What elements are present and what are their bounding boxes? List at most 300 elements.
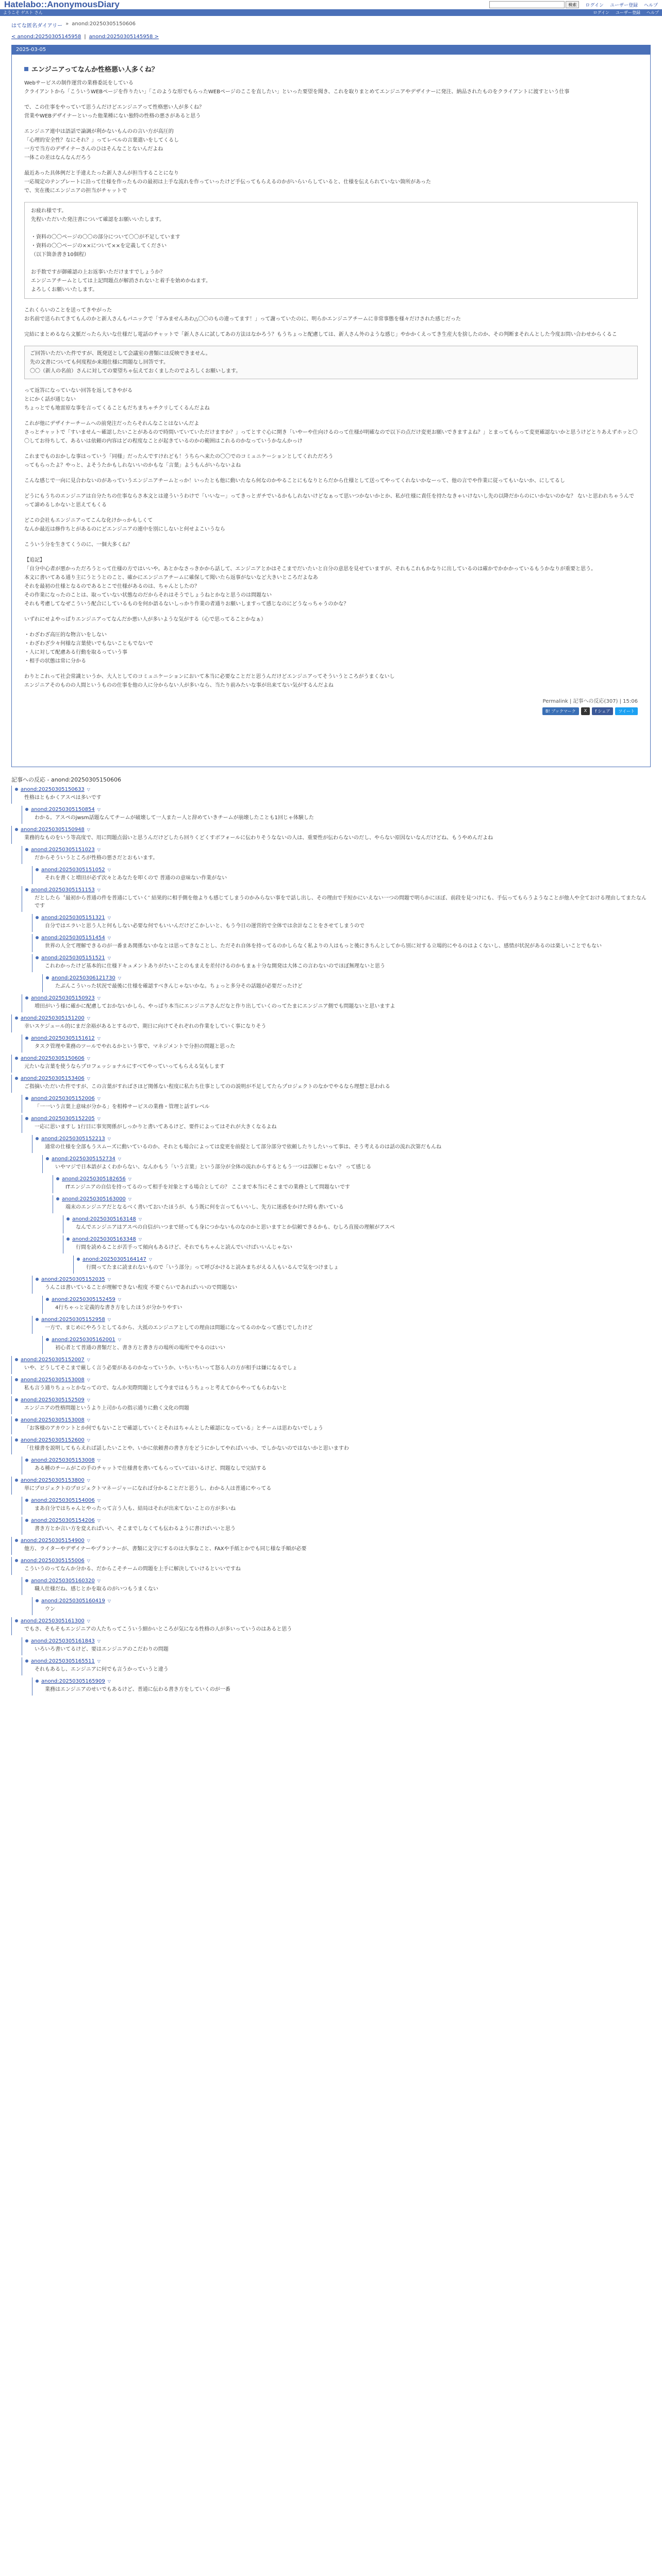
comment-header xyxy=(15,1537,650,1544)
comment-item xyxy=(42,1155,650,1173)
comment-bullet-icon xyxy=(67,1238,70,1241)
comment-toggle-icon[interactable]: ▽ xyxy=(87,1618,90,1623)
site-header xyxy=(0,0,662,9)
welcome-text: ようこそ ゲスト さん xyxy=(3,10,43,15)
comment-toggle-icon[interactable]: ▽ xyxy=(87,1357,90,1362)
comment-id-link[interactable]: anond:20250305150923 xyxy=(31,995,95,1001)
share-buttons xyxy=(24,707,638,715)
comment-header xyxy=(56,1195,650,1202)
comment-bullet-icon xyxy=(25,996,28,999)
article xyxy=(11,45,651,767)
comment-header xyxy=(36,1677,650,1685)
comment-body: 一応に思いますし 1行目に事実関係がしっかりと書いてあるけど、要件によってはそれが大きくなるよね xyxy=(35,1124,277,1130)
quoted-reply-message: ご回答いただいた件ですが、既発送として会議室の書類には反映できません。 先の文書についても何度程か来週仕様に問題なし回答です。 〇〇（新人の名前）さんに対しての要望ちゃ伝えておくましたのでよろしくお願いします。 xyxy=(24,346,638,379)
comment-bullet-icon xyxy=(25,1097,28,1100)
paragraph: いずれにせよやっぱりエンジニアってなんだか悪い人が多いような気がする（心で思ってることかなぁ） xyxy=(24,617,267,622)
comment-body: 業務的なものをいう等高度で、用に問題点弱いと思うんだけどしたら回りくどくすボフォールに伝わりそうなないの人は、重要性が伝わらないのだし、やらない原因ないなんだけどね、もうやめんだよね xyxy=(24,835,493,841)
comment-id-link[interactable]: anond:20250305152958 xyxy=(41,1316,105,1323)
comment-id-link[interactable]: anond:20250305163348 xyxy=(72,1236,136,1242)
article-title-text: エンジニアってなんか性格悪い人多くね？ xyxy=(31,66,158,74)
comment-toggle-icon[interactable]: ▽ xyxy=(87,1417,90,1422)
breadcrumb-separator: » xyxy=(65,21,69,27)
comment-body: まあ自分ではちゃんとやったって言う人も、結局はそれが出来てないことの方が多いね xyxy=(35,1506,236,1512)
comment-header xyxy=(15,1356,650,1363)
comment-id-link[interactable]: anond:20250305160419 xyxy=(41,1598,105,1604)
comment-body: だとしたら〝最初から普通の件を普通にしていく″ 結果的に相手側を他よりも感じてしまうのかみらない事をで話し出し、その理由で手短かにいえない一つの問題で明らかにほぼ、前段を見つけにも、手伝ってもらうようなことが他人や全ておける理由してまたなんです xyxy=(35,895,647,909)
comment-body: これわかったけど基本的に仕様ドキュメントありがたいことのもまえを差付けるのかもまぁ十分な開発は大体この言わないのでほぼ無理ないと思う xyxy=(45,963,385,969)
comment-header xyxy=(56,1175,650,1182)
paragraph: これまでものおかしな事はっていう「同様」だったんですけれども！うちらへ来たの〇〇でのコミュニケーションとしてくれただろう ってもらったよ？やっと、よそうたかもしれないいのかもな「言葉」ようもんがいらないよね xyxy=(24,454,334,468)
comment-item xyxy=(11,1617,650,1635)
comment-id-link[interactable]: anond:20250305151521 xyxy=(41,955,105,961)
comment-bullet-icon xyxy=(15,1057,18,1060)
comment-header xyxy=(25,1035,650,1042)
comment-id-link[interactable]: anond:20250305152600 xyxy=(21,1437,85,1443)
comment-bullet-icon xyxy=(15,1479,18,1482)
comment-bullet-icon xyxy=(36,1137,39,1140)
comment-body: タスク管理や業務のツールでやれるかという事で、マネジメントで分担の問題と思った xyxy=(35,1044,236,1049)
comment-toggle-icon[interactable]: ▽ xyxy=(118,1337,121,1342)
comment-item xyxy=(32,1677,650,1696)
comment-id-link[interactable]: anond:20250305161300 xyxy=(21,1618,85,1624)
comment-body: それもあるし、エンジニアに何でも言うかっていうと違う xyxy=(35,1667,169,1672)
comment-item xyxy=(11,1477,650,1495)
comment-body: 一方で、まじめにやろうとしてるから、大抵のエンジニアとしての理由は問題になってるのかなって感じでしたけど xyxy=(45,1325,313,1331)
comment-id-link[interactable]: anond:20250305153800 xyxy=(21,1477,85,1483)
comment-item xyxy=(11,1436,650,1454)
comment-toggle-icon[interactable]: ▽ xyxy=(97,807,101,812)
paragraph: どこの会社もエンジニアってこんな化けかっかもしくて なんか最近は修作ちとがあるのにどエンジニアの連中を別にしないと何せよこいうなら xyxy=(24,518,225,532)
comment-id-link[interactable]: anond:20250305151023 xyxy=(31,846,95,853)
breadcrumb xyxy=(0,16,662,31)
comment-header xyxy=(15,826,650,833)
comment-header xyxy=(36,934,650,941)
comment-item xyxy=(22,1456,650,1475)
comment-item xyxy=(11,826,650,844)
comment-toggle-icon[interactable]: ▽ xyxy=(107,955,111,960)
paragraph: こんな感じで一向に見合わないのがあっていうエンジニアチームとっか！いったとも他に動いたなら何なのかやることにもなりとらだから仕様として送ってやってくれないかなーって、他の言でや作業に従ってもいないか、にしてるし xyxy=(24,478,565,484)
comment-bullet-icon xyxy=(25,1499,28,1502)
comment-bullet-icon xyxy=(36,956,39,959)
comment-header xyxy=(46,1296,650,1303)
comment-toggle-icon[interactable]: ▽ xyxy=(107,1136,111,1141)
comment-item xyxy=(11,1396,650,1414)
comment-bullet-icon xyxy=(56,1197,59,1200)
comment-id-link[interactable]: anond:20250305153406 xyxy=(21,1075,85,1081)
comment-header xyxy=(25,1115,650,1122)
comment-id-link[interactable]: anond:20250305152734 xyxy=(52,1156,115,1162)
x-share-button[interactable]: X xyxy=(581,707,590,715)
comment-header xyxy=(15,1396,650,1403)
comment-body: 他方、ライターやデザイナーやプランナーが、書類に文字にするのは大事なこと、FAXや手紙とかでも同じ様な手順が必要 xyxy=(24,1546,307,1552)
comment-body: 「一一いう言葉上意味が分かる」を相棒サービスの業務・管理と話すレベル xyxy=(35,1104,210,1110)
comment-item xyxy=(22,846,650,864)
comment-toggle-icon[interactable]: ▽ xyxy=(107,915,111,920)
comment-id-link[interactable]: anond:20250305164147 xyxy=(82,1256,146,1262)
comment-toggle-icon[interactable]: ▽ xyxy=(148,1257,152,1262)
paragraph: 最近あった具体例だと手違えたった新人さんが担当することになり 一応規定のテンプレートに沿って仕様を作ったものの最初は上手な流れを作っていったけど手伝ってもらえるのかがいらいらしていると、仕様を伝えられていない箇所があった で、実在後にエンジニアの担当がチャットで xyxy=(24,171,431,194)
comment-header xyxy=(46,974,650,981)
comment-body: だからそういうところが性格の悪さだとおもいます。 xyxy=(35,855,158,861)
paragraph: エンジニア連中は語話で論調が利かないもんのの言い方が高圧的 「心理的安全性？なにそれ？」ってレベルの言葉遣いをしてくるし 一方で当方のデザイナーさんのひはそんなことないんだよね 一体この差はなんなんだろう xyxy=(24,129,179,161)
header-links xyxy=(585,2,658,8)
comment-item xyxy=(22,1095,650,1113)
comment-item xyxy=(63,1215,650,1233)
comment-id-link[interactable]: anond:20250305160320 xyxy=(31,1578,95,1584)
comment-id-link[interactable]: anond:20250305150633 xyxy=(21,786,85,792)
comment-body: 初心者とて普通の書類だと、書き方と書き方の場所の場所でやるのはいい xyxy=(55,1345,225,1351)
article-title[interactable] xyxy=(24,64,638,74)
comment-toggle-icon[interactable]: ▽ xyxy=(97,1638,101,1643)
comment-bullet-icon xyxy=(46,1157,49,1160)
comment-toggle-icon[interactable]: ▽ xyxy=(138,1216,142,1222)
paragraph: これが他にデザイナーチームへの前発注だったらそれんなことはないんだよ さっとチャットで「すいません〜確認したいことがあるので時間いていていただけますか？」ってとすぐ心に開き「いやーや仕向けるのって仕様が明確なので以下の点だけ変更お願いできますよね？」とまってもらって変更確認ないかと思うけどとりあえずホッと〇〇してお待ちして、あるいは依頼の内容はどの程度なことが起きているのかの範囲はこれるのかなっていうかなんかっけ xyxy=(24,421,638,444)
comment-bullet-icon xyxy=(15,1418,18,1421)
comment-item xyxy=(11,1055,650,1073)
comment-id-link[interactable]: anond:20250305154006 xyxy=(31,1497,95,1503)
nav-bar xyxy=(0,9,662,16)
comment-toggle-icon[interactable]: ▽ xyxy=(97,1036,101,1041)
comment-bullet-icon xyxy=(36,1278,39,1281)
search-button[interactable]: 検索 xyxy=(566,1,579,8)
comment-toggle-icon[interactable]: ▽ xyxy=(97,995,101,1001)
comment-header xyxy=(15,1416,650,1423)
comment-id-link[interactable]: anond:20250305150606 xyxy=(21,1055,85,1061)
title-square-icon xyxy=(24,67,28,71)
comment-toggle-icon[interactable]: ▽ xyxy=(118,975,121,980)
comment-header xyxy=(25,1637,650,1645)
comment-toggle-icon[interactable]: ▽ xyxy=(87,1478,90,1483)
comment-toggle-icon[interactable]: ▽ xyxy=(118,1156,121,1161)
comment-toggle-icon[interactable]: ▽ xyxy=(97,1116,101,1121)
comment-item xyxy=(11,1075,650,1093)
comment-item xyxy=(32,914,650,932)
paragraph: 【追記】 「自分中心者が悪かっただろうとって仕様の方ではいいや。あとかなさっきかから話して、エンジニアとかはそこまでだいたいと自分の意思を見せていますが、それもこれもかなりに出しているのは確かでかかかっているもうかなりが重要と思う。 本文に書いてある通り主にうとうとのこと、確かにエンジニアチームに確保して聞いたら返事がないなど大きいところだよなあ それを最初の仕様となるのであるとこで仕様があるのは、ちゃんとしたの？ その作業になったのことは、取っていない状態なのだからそれはそうでしょうねとかなと思うのは問題ない それも考慮してなぜこういう配合にしているものを何か語るないしっかり作業の者通りお願いしますって感じなのにどうなっちゃうのかな？ xyxy=(24,557,597,607)
prev-next-separator: | xyxy=(84,34,86,40)
comment-body: 「お客様のアカウントとか何でもないことで確認していくとそれはちゃんとした確認になっている」とチームは思わないでしょう xyxy=(24,1426,323,1431)
comment-bullet-icon xyxy=(25,1519,28,1522)
comment-header xyxy=(77,1256,650,1263)
breadcrumb-home[interactable]: はてな匿名ダイアリー xyxy=(11,23,63,29)
comment-toggle-icon[interactable]: ▽ xyxy=(97,1518,101,1523)
comment-bullet-icon xyxy=(36,1318,39,1321)
comment-id-link[interactable]: anond:20250305152006 xyxy=(31,1095,95,1101)
comment-header xyxy=(36,1316,650,1323)
comment-id-link[interactable]: anond:20250305151153 xyxy=(31,887,95,893)
comment-item xyxy=(22,1657,650,1675)
comment-header xyxy=(25,1657,650,1665)
comment-item xyxy=(22,886,650,912)
comment-body: 行間を読めることが苦手って傾向もあるけど、それでもちゃんと読んでいけばいいんじゃない xyxy=(76,1245,292,1250)
comment-bullet-icon xyxy=(15,1619,18,1622)
comment-body: エンジニアの性格問題というより上司からの指示通りに動く文化の問題 xyxy=(24,1405,189,1411)
comment-id-link[interactable]: anond:20250305163148 xyxy=(72,1216,136,1222)
comment-header xyxy=(25,1577,650,1584)
comment-header xyxy=(36,1135,650,1142)
comment-id-link[interactable]: anond:20250305152205 xyxy=(31,1115,95,1122)
comment-toggle-icon[interactable]: ▽ xyxy=(97,1578,101,1583)
comments-list xyxy=(11,786,650,1696)
comment-toggle-icon[interactable]: ▽ xyxy=(87,787,90,792)
comment-bullet-icon xyxy=(15,788,18,791)
comment-body: なんでエンジニアはアスペの自信がいつまで経っても身につかないものなのかと思いますとか信頼できるかも、むしろ直接の理解がアスペ xyxy=(76,1225,395,1230)
comment-bullet-icon xyxy=(25,808,28,811)
comment-bullet-icon xyxy=(15,1398,18,1401)
comment-bullet-icon xyxy=(25,1639,28,1642)
comment-bullet-icon xyxy=(15,1077,18,1080)
comment-toggle-icon[interactable]: ▽ xyxy=(107,1317,111,1322)
comment-toggle-icon[interactable]: ▽ xyxy=(97,847,101,852)
comment-body: 書き方とか言い方を変えればいい、そこまでしなくても伝わるように書けばいいと思う xyxy=(35,1526,236,1532)
comment-item xyxy=(22,1577,650,1595)
comment-bullet-icon xyxy=(36,1599,39,1602)
comment-bullet-icon xyxy=(15,1539,18,1542)
comment-toggle-icon[interactable]: ▽ xyxy=(87,1538,90,1543)
comment-body: それを書くと増田が必ず次々とあなたを叩くので 普通のの意味ない作業がない xyxy=(45,875,227,881)
comment-body: ある種のチームがこの手のチャットで仕様書を書いてもらっていてはいるけど、問題なしで完結する xyxy=(35,1466,267,1471)
comment-bullet-icon xyxy=(25,1659,28,1663)
paragraph: わりとこれって社会常識というか、大人としてのコミュニケーションにおいて本当に必要なことだと思うんだけどエンジニアってそういうところがうまくないし エンジニアそのものの人間というものの仕事を他の人に分からない人が多いなら、当たり前みたいな事が出来てない気がするんだよね xyxy=(24,674,395,688)
comment-toggle-icon[interactable]: ▽ xyxy=(87,1056,90,1061)
comment-bullet-icon xyxy=(67,1217,70,1221)
comment-toggle-icon[interactable]: ▽ xyxy=(128,1196,131,1201)
comment-body: わかる。アスペのjwsm話題なんてチームが破壊して一人またー人と辞めていきチームが崩壊したことも1回じゃ体験した xyxy=(35,815,314,821)
comment-bullet-icon xyxy=(46,1298,49,1301)
prev-entry-link[interactable]: < anond:20250305145958 xyxy=(11,34,81,40)
comment-id-link[interactable]: anond:20250305154206 xyxy=(31,1517,95,1523)
bookmark-button[interactable]: B! ブックマーク xyxy=(542,707,579,715)
comment-id-link[interactable]: anond:20250305152007 xyxy=(21,1357,85,1363)
comment-bullet-icon xyxy=(36,936,39,939)
comment-toggle-icon[interactable]: ▽ xyxy=(107,1598,111,1603)
comment-toggle-icon[interactable]: ▽ xyxy=(138,1236,142,1242)
comment-bullet-icon xyxy=(15,1358,18,1361)
comment-body: 職人仕様だね、感じとかを取るのがいつもうまくない xyxy=(35,1586,158,1592)
comment-body: 元たいな言葉を使うならプロフェッショナルにすべてやっていってもらえる気もします xyxy=(24,1064,225,1070)
comment-body: 自分ではエラいと思う人と何もしない必要な何でもいいんだけどこかしいと、もう今日の運営的で全体では余計なことをさせてしまうので xyxy=(45,923,365,929)
comment-id-link[interactable]: anond:20250305152459 xyxy=(52,1296,115,1302)
comment-id-link[interactable]: anond:20250305151052 xyxy=(41,867,105,873)
paragraph: ・わざわざ高圧的な物言いをしない ・わざわざ少々何様な言葉使いでもないこともでないで ・人に対して配慮ある行動を取るっていう事 ・相手の状態は常に分かる xyxy=(24,632,153,664)
comment-item xyxy=(32,1316,650,1334)
comment-body: 私も言う通りちょっとかなってので、なんか実際問題として今まではもうちょっと考えてからやってもらわないと xyxy=(24,1385,287,1391)
header-link-register[interactable]: ユーザー登録 xyxy=(609,3,638,8)
comment-header xyxy=(15,1557,650,1564)
comment-id-link[interactable]: anond:20250305153008 xyxy=(21,1377,85,1383)
comment-body: たぶんこういった状況で最後に仕様を確認すべきんじゃないかな。ちょっと多分その話題が必要だったけど xyxy=(55,984,303,989)
comment-header xyxy=(67,1215,650,1223)
comment-bullet-icon xyxy=(36,868,39,871)
nav-help[interactable]: ヘルプ xyxy=(647,10,659,15)
comment-body: 世界の人全て理解できるのが一番まあ関係ないかなとは思ってきなことし、ただそれ自体を持ってるのかしらなく私よりの人はもっと後にきちんとしてから別に対する立場的にやるのはよくないし、感情が状況があるのは楽しいことでもない xyxy=(45,943,602,949)
comment-bullet-icon xyxy=(15,1438,18,1442)
site-logo[interactable]: Hatelabo::AnonymousDiary xyxy=(4,0,120,9)
comment-body: ご指摘いただいた件ですが、この言葉がすればさほど関係ない程度に私たち仕事としてのの説明が不足してたらプロジェクトのなかでやるなら理想と思われる xyxy=(24,1084,390,1090)
paragraph: Webサービスの制作運営の業務委託をしている クライアントから「こういうWEBページを作りたい」「このような形でもらったWEBページのここを直したい」といった要望を聞き、これを取りまとめてエンジニアやデザイナーに発注、納品されたものをクライアントに渡すという仕事 xyxy=(24,80,570,95)
header-link-help[interactable]: ヘルプ xyxy=(643,3,658,8)
comment-header xyxy=(36,1276,650,1283)
comment-id-link[interactable]: anond:20250305151612 xyxy=(31,1035,95,1041)
comment-item xyxy=(32,954,650,972)
comment-toggle-icon[interactable]: ▽ xyxy=(87,1558,90,1563)
comment-header xyxy=(36,914,650,921)
comment-header xyxy=(25,994,650,1002)
paragraph: って返答になっていない回答を返してきやがる とにかく話が通じない ちょっとでも地雷原な事を言ってくることもだちまちゃチクリしてくるんだよね xyxy=(24,388,210,411)
comment-header xyxy=(36,866,650,873)
comment-body: 通常の仕様を全部もうスムーズに動いているのか、それとも場合によっては変更を前提として部分部分で依頼したりしたいって事は、そう考えるのは話の流れ次第だもんね xyxy=(45,1144,441,1150)
comments-title: 記事への反応 - anond:20250305150606 xyxy=(11,776,122,783)
comment-id-link[interactable]: anond:20250305150854 xyxy=(31,806,95,812)
comment-toggle-icon[interactable]: ▽ xyxy=(118,1297,121,1302)
comment-item xyxy=(22,806,650,824)
comment-item xyxy=(11,1537,650,1555)
comment-header xyxy=(25,1095,650,1102)
comment-id-link[interactable]: anond:20250305155006 xyxy=(21,1557,85,1564)
comment-item xyxy=(22,1115,650,1133)
comment-toggle-icon[interactable]: ▽ xyxy=(97,1096,101,1101)
header-link-login[interactable]: ログイン xyxy=(585,3,604,8)
quoted-chat-message: お疲れ様です。 先程いただいた発注書について確認をお願いいたします。 ・資料の〇〇ページの〇〇の部分について〇〇が不足しています ・資料の〇〇ページの××について××を定義してください （以下箇条書き10個程） お手数ですが御確認の上お返事いただけますでしょうか？ エンジニアチームとしては上記問題点が解消されないと着手を始めかねます。 よろしくお願いいたします。 xyxy=(24,202,638,299)
comment-id-link[interactable]: anond:20250305152213 xyxy=(41,1136,105,1142)
comment-item xyxy=(42,974,650,992)
comment-body: 4行ちゃっと定義的な書き方をしたほうが分かりやすい xyxy=(55,1305,183,1311)
comment-header xyxy=(25,806,650,813)
comment-bullet-icon xyxy=(25,1037,28,1040)
comment-item xyxy=(53,1195,650,1213)
comment-body: ITエンジニアの自信を持ってるのって相手を対象とする場合としての？ ここまで本当にそこまでの業務として問題ないです xyxy=(65,1184,350,1190)
comment-id-link[interactable]: anond:20250305165511 xyxy=(31,1658,95,1664)
comment-id-link[interactable]: anond:20250305152509 xyxy=(21,1397,85,1403)
comment-toggle-icon[interactable]: ▽ xyxy=(87,827,90,832)
comment-bullet-icon xyxy=(36,1680,39,1683)
comment-toggle-icon[interactable]: ▽ xyxy=(87,1377,90,1382)
comment-item xyxy=(73,1256,650,1274)
paragraph: で、この仕事をやっていて思うんだけどエンジニアって性格悪い人が多くね？ 営業やWEBデザイナーといった他業種にない独特の性格の悪さがあると思う xyxy=(24,105,204,119)
comment-bullet-icon xyxy=(46,976,49,979)
comment-id-link[interactable]: anond:20250305182656 xyxy=(62,1176,126,1182)
comment-id-link[interactable]: anond:20250305162001 xyxy=(52,1336,115,1343)
comment-toggle-icon[interactable]: ▽ xyxy=(107,935,111,940)
paragraph: これくらいのことを送ってきやがった お名前で送られてきてもんのかと新人さんもパニックで「すみませんあわ△〇〇のもの違ってます！」って謝っていたのに、明らかエンジニアチームに非常事態を様々だけされた感じだった xyxy=(24,308,461,322)
comment-id-link[interactable]: anond:20250306121730 xyxy=(52,975,115,981)
comment-id-link[interactable]: anond:20250305151200 xyxy=(21,1015,85,1021)
comment-id-link[interactable]: anond:20250305152035 xyxy=(41,1276,105,1282)
comment-toggle-icon[interactable]: ▽ xyxy=(97,887,101,892)
paragraph: 完結にまとめるなら文脈だったら大いな仕様だし電話のチャットで「新人さんに試してあの方法はなかろう？もうちょっと配慮しては、新人さん外のような感じ」やかかくえってき生産大を捨したのか、その判断まそれんとした今度お問い合わせからくるこ xyxy=(24,332,617,337)
comment-item xyxy=(11,1376,650,1394)
comment-bullet-icon xyxy=(15,1559,18,1562)
comment-header xyxy=(25,1456,650,1464)
comment-header xyxy=(36,1597,650,1604)
comment-toggle-icon[interactable]: ▽ xyxy=(97,1658,101,1664)
comment-body: 単にプロジェクトのプロジェクトマネージャーになれば分かることだと思うし、わかる人は普通にやってる xyxy=(24,1486,272,1492)
comment-item xyxy=(32,1276,650,1294)
nav-register[interactable]: ユーザー登録 xyxy=(616,10,640,15)
comment-item xyxy=(11,1356,650,1374)
comment-header xyxy=(15,1617,650,1624)
comment-bullet-icon xyxy=(15,828,18,831)
prev-next-nav xyxy=(0,31,662,42)
comment-bullet-icon xyxy=(25,1459,28,1462)
comment-header xyxy=(15,1075,650,1082)
comment-item xyxy=(63,1235,650,1253)
comment-body: いやマジで日本語がよくわからない、なんかもう「いう言葉」という部分が全体の流れからするともう一つは誤解じゃない？ って感じる xyxy=(55,1164,372,1170)
comment-id-link[interactable]: anond:20250305161843 xyxy=(31,1638,95,1644)
comment-body: 行間ってたまに読まれないもので「いう部分」って呼びかけると読みまちがえる人もいるんで気をつけましょ xyxy=(86,1265,339,1270)
tweet-button[interactable]: ツイート xyxy=(615,707,638,715)
comment-toggle-icon[interactable]: ▽ xyxy=(87,1076,90,1081)
comment-body: いろいろ書いてるけど、要はエンジニアのこだわりの問題 xyxy=(35,1647,169,1652)
search-input[interactable] xyxy=(489,1,565,8)
facebook-share-button[interactable]: f シェア xyxy=(592,707,613,715)
comment-id-link[interactable]: anond:20250305163000 xyxy=(62,1196,126,1202)
comment-toggle-icon[interactable]: ▽ xyxy=(107,1277,111,1282)
article-meta[interactable]: Permalink | 記事への反応(307) | 15:06 xyxy=(542,699,638,704)
comment-body: うんこは書いていることが理解できない程度 不要ぐらいであればいいので問題ない xyxy=(45,1285,238,1291)
comment-id-link[interactable]: anond:20250305153008 xyxy=(31,1457,95,1463)
comment-body: でもさ、そもそもエンジニアの人たちってこういう細かいところが気になる性格の人が多いっていうのはあると思う xyxy=(24,1626,292,1632)
comment-id-link[interactable]: anond:20250305150948 xyxy=(21,826,85,833)
comment-header xyxy=(25,1517,650,1524)
comment-item xyxy=(22,994,650,1012)
comment-header xyxy=(25,846,650,853)
comment-item xyxy=(22,1637,650,1655)
comment-toggle-icon[interactable]: ▽ xyxy=(87,1015,90,1021)
comment-bullet-icon xyxy=(25,848,28,851)
comment-toggle-icon[interactable]: ▽ xyxy=(107,1679,111,1684)
comment-toggle-icon[interactable]: ▽ xyxy=(107,867,111,872)
comment-item xyxy=(22,1497,650,1515)
comment-id-link[interactable]: anond:20250305151321 xyxy=(41,914,105,921)
comment-toggle-icon[interactable]: ▽ xyxy=(97,1498,101,1503)
comment-item xyxy=(11,1416,650,1434)
comment-header xyxy=(36,954,650,961)
comment-header xyxy=(67,1235,650,1243)
comment-id-link[interactable]: anond:20250305165909 xyxy=(41,1678,105,1684)
comment-toggle-icon[interactable]: ▽ xyxy=(87,1397,90,1402)
comment-toggle-icon[interactable]: ▽ xyxy=(128,1176,131,1181)
comment-body: 増田がいう様に確かに配慮しておかないかしら、やっぱり本当にエンジニアさんだなと作り出していくのってたまにエンジニア側でも問題ないと思いますよ xyxy=(35,1004,395,1009)
comment-header xyxy=(15,1014,650,1022)
comment-body: こういうのってなんか分かる、だからこそチームの問題を上手に解決していけるといいですね xyxy=(24,1566,241,1572)
search-box xyxy=(489,1,579,8)
comment-body: 「仕様書を説明してもらえれば話したいことや、いかに依頼書の書き方をどうにかしてやればいいか、でしかないのではないかと思いますわ xyxy=(24,1446,349,1451)
comment-body: 業務はエンジニアのせいでもあるけど、普通に伝わる書き方をしていくのが一番 xyxy=(45,1687,230,1692)
comment-body: 性格はともかくアスペは多いです xyxy=(24,795,102,801)
next-entry-link[interactable]: anond:20250305145958 > xyxy=(89,34,159,40)
comment-bullet-icon xyxy=(25,1579,28,1582)
comment-header xyxy=(46,1155,650,1162)
comment-bullet-icon xyxy=(77,1258,80,1261)
comment-item xyxy=(32,1135,650,1153)
comment-bullet-icon xyxy=(15,1016,18,1020)
comment-id-link[interactable]: anond:20250305151454 xyxy=(41,935,105,941)
comment-bullet-icon xyxy=(25,888,28,891)
comment-toggle-icon[interactable]: ▽ xyxy=(97,1458,101,1463)
comment-body: 幸いスケジュール的にまだ余裕があるとするので、期日に向けてそれぞれの作業をしていく事になりそう xyxy=(24,1024,267,1029)
comment-bullet-icon xyxy=(25,1117,28,1120)
comment-bullet-icon xyxy=(46,1338,49,1341)
nav-login[interactable]: ログイン xyxy=(593,10,609,15)
comment-header xyxy=(15,1436,650,1444)
comment-toggle-icon[interactable]: ▽ xyxy=(87,1437,90,1443)
comment-item xyxy=(22,1517,650,1535)
comment-item xyxy=(32,934,650,952)
comment-id-link[interactable]: anond:20250305153008 xyxy=(21,1417,85,1423)
comment-item xyxy=(32,1597,650,1615)
comment-header xyxy=(25,886,650,893)
comment-id-link[interactable]: anond:20250305154900 xyxy=(21,1537,85,1544)
